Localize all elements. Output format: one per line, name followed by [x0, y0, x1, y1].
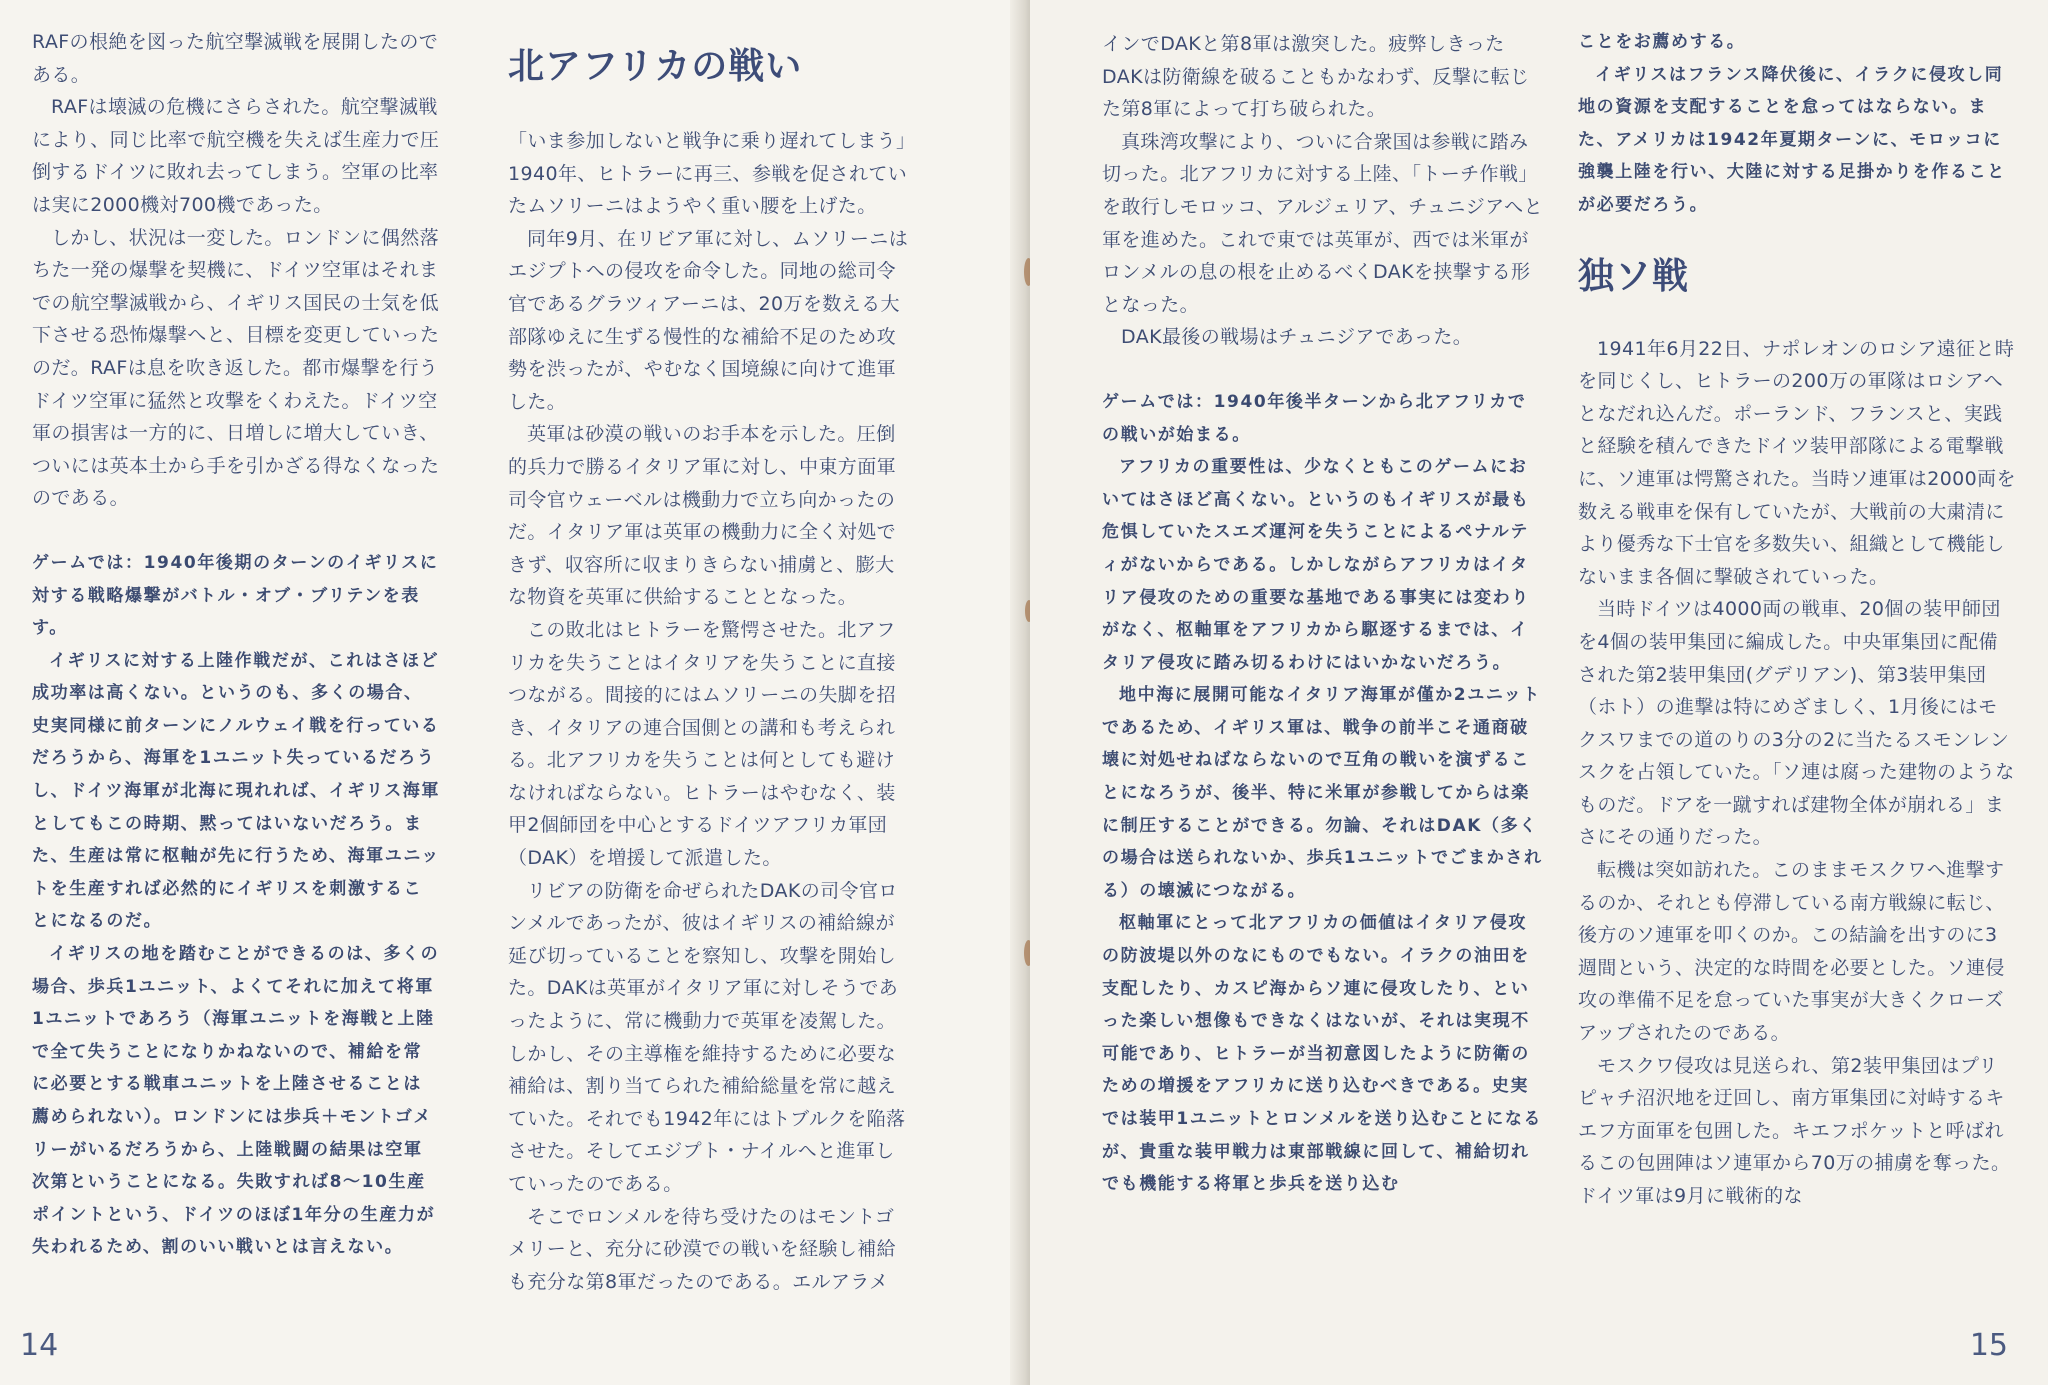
paragraph: 当時ドイツは4000両の戦車、20個の装甲師団を4個の装甲集団に編成した。中央軍集団に配備された第2装甲集団(グデリアン)、第3装甲集団（ホト）の進撃は特にめざましく、1月後にはモクスワまでの道のりの3分の2に当たるスモンレンスクを占領していた。「ソ連は腐った建物のようなものだ。ドアを一蹴すれば建物全体が崩れる」まさにその通りだった。 [1578, 598, 2015, 849]
page-number: 15 [1969, 1328, 2008, 1363]
game-note: ことをお薦めする。 [1578, 32, 1746, 52]
paragraph: 1941年6月22日、ナポレオンのロシア遠征と時を同じくし、ヒトラーの200万の軍隊はロシアへとなだれ込んだ。ポーランド、フランスと、実践と経験を積んできたドイツ装甲部隊による電撃戦に、ソ連軍は愕驚された。当時ソ連軍は2000両を数える戦車を保有していたが、大戦前の大粛清により優秀な下士官を多数失い、組織として機能しないまま各個に撃破されていった。 [1578, 337, 2016, 588]
paragraph: 真珠湾攻撃により、ついに合衆国は参戦に踏み切った。北アフリカに対する上陸、「トーチ作戦」を敢行しモロッコ、アルジェリア、チュニジアへと軍を進めた。これで東では英軍が、西では米軍がロンメルの息の根を止めるべくDAKを挟撃する形となった。 [1102, 130, 1543, 316]
left-column-2 [508, 38, 913, 1298]
right-column-1 [1102, 28, 1544, 1201]
paragraph: RAFの根絶を図った航空撃滅戦を展開したのである。 [32, 31, 439, 86]
game-note: ゲームでは：1940年後期のターンのイギリスに対する戦略爆撃がバトル・オブ・ブリテンを表す。 [32, 552, 439, 639]
game-note: イギリスの地を踏むことができるのは、多くの場合、歩兵1ユニット、よくてそれに加えて将軍1ユニットであろう（海軍ユニットを海戦と上陸で全て失うことになりかねないので、補給を常に必要とする戦車ユニットを上陸させることは薦められない）。ロンドンには歩兵＋モントゴメリーがいるだろうから、上陸戦闘の結果は空軍次第ということになる。失敗すれば8～10生産ポイントという、ドイツのほぼ1年分の生産力が失われるため、割のいい戦いとは言えない。 [32, 944, 440, 1258]
paragraph: DAK最後の戦場はチュニジアであった。 [1121, 326, 1473, 349]
game-note: 枢軸軍にとって北アフリカの価値はイタリア侵攻の防波堤以外のなにものでもない。イラクの油田を支配したり、カスピ海からソ連に侵攻したり、といった楽しい想像もできなくはないが、それは実現不可能であり、ヒトラーが当初意図したように防衛のための増援をアフリカに送り込むべきである。史実では装甲1ユニットとロンメルを送り込むことになるが、貴重な装甲戦力は東部戦線に回して、補給切れでも機能する将軍と歩兵を送り込む [1102, 913, 1543, 1195]
paragraph: 「いま参加しないと戦争に乗り遅れてしまう」1940年、ヒトラーに再三、参戦を促されていたムソリーニはようやく重い腰を上げた。 [508, 130, 908, 218]
paragraph: 転機は突如訪れた。このままモスクワへ進撃するのか、それとも停滞している南方戦線に転じ、後方のソ連軍を叩くのか。この結論を出すのに3週間という、決定的な時間を必要とした。ソ連侵攻の準備不足を怠っていた事実が大きくクローズアップされたのである。 [1578, 859, 2005, 1045]
paragraph: インでDAKと第8軍は激突した。疲弊しきったDAKは防衛線を破ることもかなわず、反撃に転じた第8軍によって打ち破られた。 [1102, 33, 1530, 121]
left-column-1 [32, 26, 440, 1264]
left-page [0, 0, 1022, 1385]
paragraph: 同年9月、在リビア軍に対し、ムソリーニはエジプトへの侵攻を命令した。同地の総司令官であるグラツィアーニは、20万を数える大部隊ゆえに生ずる慢性的な補給不足のため攻勢を渋ったが、やむなく国境線に向けて進軍した。 [508, 227, 909, 413]
game-note: イギリスに対する上陸作戦だが、これはさほど成功率は高くない。というのも、多くの場合、史実同様に前ターンにノルウェイ戦を行っているだろうから、海軍を1ユニット失っているだろうし、ドイツ海軍が北海に現れれば、イギリス海軍としてもこの時期、黙ってはいないだろう。また、生産は常に枢軸が先に行うため、海軍ユニットを生産すれば必然的にイギリスを刺激することになるのだ。 [32, 650, 441, 932]
right-page [1030, 0, 2048, 1385]
paragraph: この敗北はヒトラーを驚愕させた。北アフリカを失うことはイタリアを失うことに直接つながる。間接的にはムソリーニの失脚を招き、イタリアの連合国側との講和も考えられる。北アフリカを失うことは何としても避けなければならない。ヒトラーはやむなく、装甲2個師団を中心とするドイツアフリカ軍団（DAK）を増援して派遣した。 [508, 618, 897, 870]
section-heading: 独ソ戦 [1578, 255, 1690, 297]
paragraph: モスクワ侵攻は見送られ、第2装甲集団はプリピャチ沼沢地を迂回し、南方軍集団に対峙するキエフ方面軍を包囲した。キエフポケットと呼ばれるこの包囲陣はソ連軍から70万の捕虜を奪った。ドイツ軍は9月に戦術的な [1578, 1054, 2011, 1207]
section-heading: 北アフリカの戦い [508, 46, 803, 87]
paragraph: そこでロンメルを待ち受けたのはモントゴメリーと、充分に砂漠での戦いを経験し補給も充分な第8軍だったのである。エルアラメ [508, 1205, 897, 1293]
paragraph: リビアの防衛を命ぜられたDAKの司令官ロンメルであったが、彼はイギリスの補給線が延び切っていることを察知し、攻撃を開始した。DAKは英軍がイタリア軍に対しそうであったように、常に機動力で英軍を凌駕した。しかし、その主導権を維持するために必要な補給は、割り当てられた補給総量を常に越えていた。それでも1942年にはトブルクを陥落させた。そしてエジプト・ナイルへと進軍していったのである。 [508, 879, 906, 1195]
page-number: 14 [20, 1328, 59, 1363]
right-column-2 [1578, 26, 2016, 1213]
game-note: ゲームでは：1940年後半ターンから北アフリカでの戦いが始まる。 [1102, 391, 1527, 445]
paragraph: RAFは壊滅の危機にさらされた。航空撃滅戦により、同じ比率で航空機を失えば生産力で圧倒するドイツに敗れ去ってしまう。空軍の比率は実に2000機対700機であった。 [32, 96, 440, 216]
game-note: アフリカの重要性は、少なくともこのゲームにおいてはさほど高くない。というのもイギリスが最も危惧していたスエズ運河を失うことによるペナルティがないからである。しかしながらアフリカはイタリア侵攻のための重要な基地である事実には変わりがなく、枢軸軍をアフリカから駆逐するまでは、イタリア侵攻に踏み切るわけにはいかないだろう。 [1102, 457, 1530, 673]
game-note: 地中海に展開可能なイタリア海軍が僅か2ユニットであるため、イギリス軍は、戦争の前半こそ通商破壊に対処せねばならないので互角の戦いを演ずることになろうが、後半、特に米軍が参戦してからは楽に制圧することができる。勿論、それはDAK（多くの場合は送られないか、歩兵1ユニットでごまかされる）の壊滅につながる。 [1102, 685, 1543, 901]
game-note: イギリスはフランス降伏後に、イラクに侵攻し同地の資源を支配することを怠ってはならない。また、アメリカは1942年夏期ターンに、モロッコに強襲上陸を行い、大陸に対する足掛かりを作ることが必要だろう。 [1578, 64, 2006, 215]
paragraph: 英軍は砂漠の戦いのお手本を示した。圧倒的兵力で勝るイタリア軍に対し、中東方面軍司令官ウェーベルは機動力で立ち向かったのだ。イタリア軍は英軍の機動力に全く対処できず、収容所に収まりきらない捕虜と、膨大な物資を英軍に供給することとなった。 [508, 423, 897, 609]
paragraph: しかし、状況は一変した。ロンドンに偶然落ちた一発の爆撃を契機に、ドイツ空軍はそれまでの航空撃滅戦から、イギリス国民の士気を低下させる恐怖爆撃へと、目標を変更していったのだ。RAFは息を吹き返した。都市爆撃を行うドイツ空軍に猛然と攻撃をくわえた。ドイツ空軍の損害は一方的に、日増しに増大していき、ついには英本土から手を引かざる得なくなったのである。 [32, 226, 440, 510]
